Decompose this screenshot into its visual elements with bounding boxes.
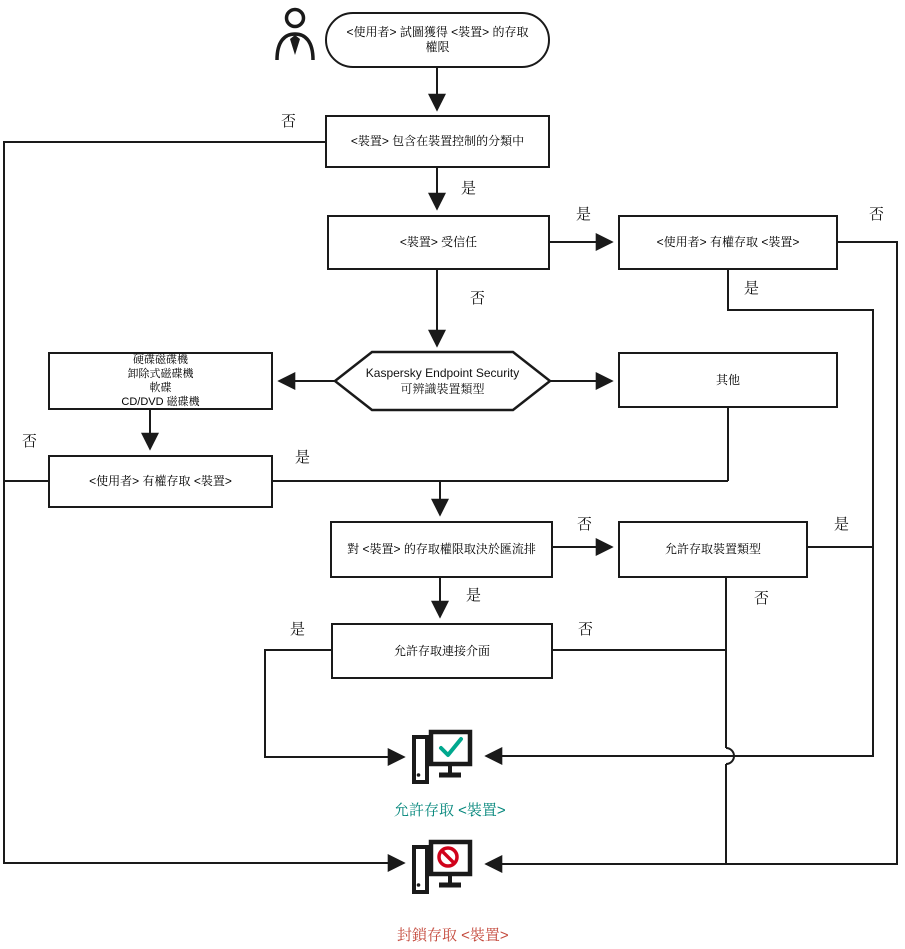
edge-yes-allow-interface: 是 [290, 621, 306, 638]
drive-type-floppy: 軟碟 [149, 382, 172, 394]
node-device-trusted [327, 215, 550, 270]
node-user-has-access-top-label: <使用者> 有權存取 <裝置> [656, 235, 800, 249]
node-bus-access [330, 521, 553, 578]
node-user-has-access-top [618, 215, 838, 270]
edge-no-trusted: 否 [470, 290, 486, 307]
kes-line2: 可辨識裝置類型 [400, 382, 485, 396]
node-allow-interface [331, 623, 553, 679]
edge-no-bus: 否 [577, 516, 593, 533]
node-allow-device-type [618, 521, 808, 578]
computer-blocked-icon [410, 839, 474, 897]
edge-yes-bus: 是 [466, 587, 482, 604]
kes-line1: Kaspersky Endpoint Security [365, 366, 520, 380]
computer-allowed-icon [410, 729, 474, 787]
edge-yes-in-category: 是 [461, 180, 477, 197]
node-user-has-access-left-label: <使用者> 有權存取 <裝置> [89, 474, 232, 488]
drive-type-cddvd: CD/DVD 磁碟機 [121, 396, 200, 408]
edge-yes-user-top: 是 [744, 280, 760, 297]
edge-no-allow-type: 否 [754, 590, 770, 607]
start-label: <使用者> 試圖獲得 <裝置> 的存取權限 [346, 25, 529, 54]
node-device-trusted-label: <裝置> 受信任 [399, 235, 478, 249]
edge-yes-allow-type: 是 [834, 516, 850, 533]
edge-yes-trusted: 是 [576, 206, 592, 223]
outcome-blocked-label: 封鎖存取 <裝置> [397, 927, 509, 944]
node-allow-device-type-label: 允許存取裝置類型 [664, 542, 761, 556]
start-node [325, 12, 550, 68]
edge-no-allow-interface: 否 [578, 621, 594, 638]
node-drive-types [48, 352, 273, 410]
node-device-in-category-label: <裝置> 包含在裝置控制的分類中 [350, 134, 525, 148]
node-kes-device-type [345, 355, 540, 407]
edge-no-user-top: 否 [869, 206, 885, 223]
drive-type-hdd: 硬碟磁碟機 [133, 354, 188, 366]
node-other-label: 其他 [715, 372, 740, 387]
edge-no-user-left: 否 [22, 433, 38, 450]
node-other [618, 352, 838, 408]
node-allow-interface-label: 允許存取連接介面 [393, 643, 490, 658]
edge-yes-user-left: 是 [295, 449, 311, 466]
edge-no-in-category: 否 [281, 113, 297, 130]
drive-type-removable: 卸除式磁碟機 [127, 368, 194, 380]
user-icon [269, 6, 321, 62]
node-bus-access-label: 對 <裝置> 的存取權限取決於匯流排 [347, 542, 536, 556]
node-user-has-access-left [48, 455, 273, 508]
outcome-allowed-label: 允許存取 <裝置> [394, 802, 506, 819]
node-device-in-category [325, 115, 550, 168]
